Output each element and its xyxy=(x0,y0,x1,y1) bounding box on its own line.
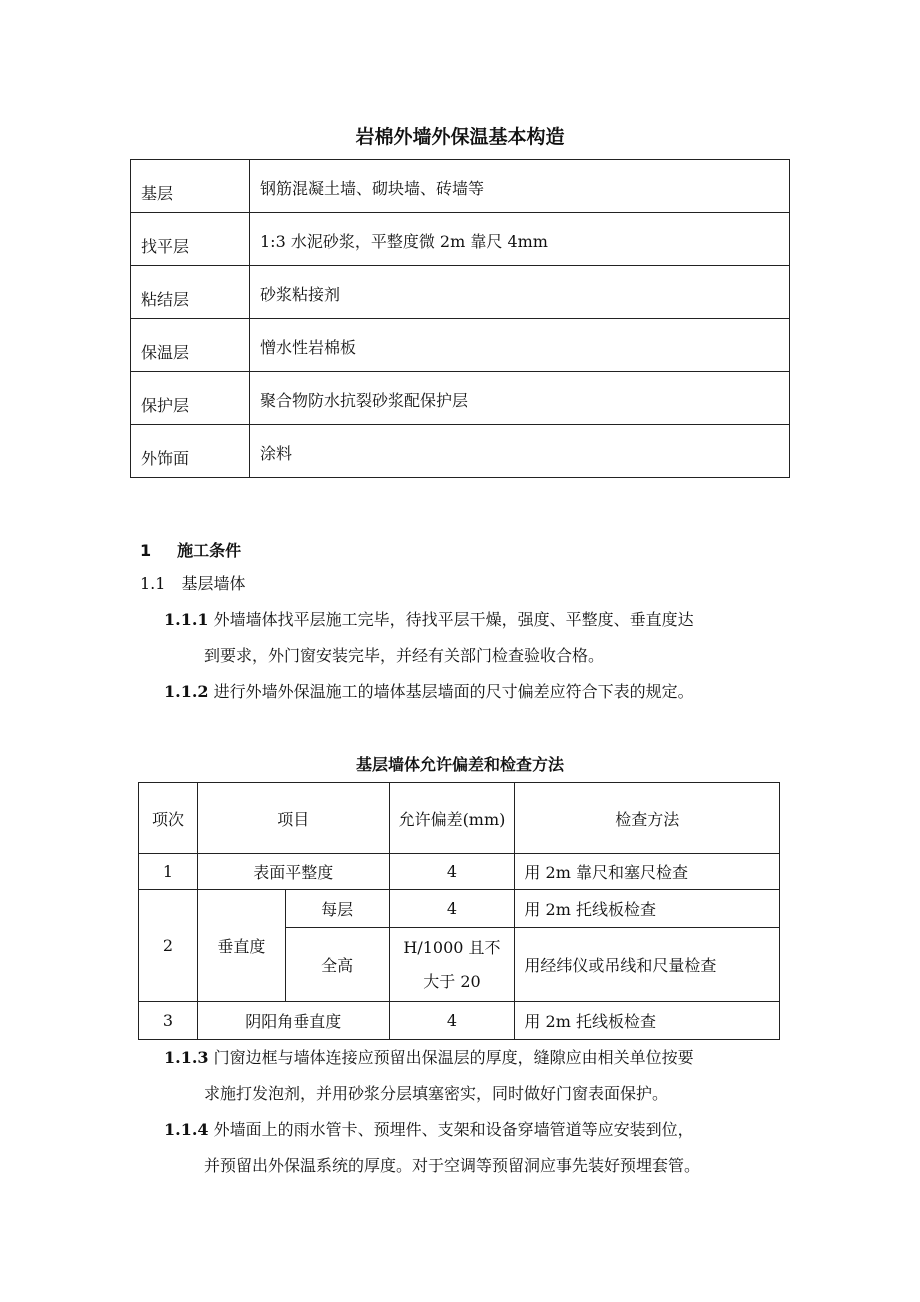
section-heading xyxy=(140,538,241,561)
paragraph-line: 门窗边框与墙体连接应预留出保温层的厚度，缝隙应由相关单位按要 xyxy=(213,1048,694,1067)
paragraph-1-1-4 xyxy=(164,1112,784,1184)
row-subitem: 全高 xyxy=(285,928,389,1002)
clause-number: 1.1.4 xyxy=(164,1120,209,1139)
header-item: 项目 xyxy=(197,783,389,854)
subsection-title: 基层墙体 xyxy=(181,574,246,593)
table-header-row xyxy=(139,783,780,854)
layer-name: 保护层 xyxy=(131,372,250,425)
paragraph-line: 外墙墙体找平层施工完毕，待找平层干燥，强度、平整度、垂直度达 xyxy=(213,610,694,629)
clause-number: 1.1.1 xyxy=(164,610,209,629)
row-method: 用 2m 托线板检查 xyxy=(515,1002,780,1040)
row-tolerance xyxy=(389,928,515,1002)
row-subitem: 每层 xyxy=(285,890,389,928)
layer-content: 憎水性岩棉板 xyxy=(250,319,790,372)
row-no: 1 xyxy=(139,854,198,890)
table-row xyxy=(131,266,790,319)
row-method: 用 2m 靠尺和塞尺检查 xyxy=(515,854,780,890)
layer-name: 粘结层 xyxy=(131,266,250,319)
header-method: 检查方法 xyxy=(515,783,780,854)
table-row xyxy=(131,425,790,478)
layer-content: 聚合物防水抗裂砂浆配保护层 xyxy=(250,372,790,425)
layer-content: 1:3 水泥砂浆，平整度微 2m 靠尺 4mm xyxy=(250,213,790,266)
paragraph-1-1-3 xyxy=(164,1040,784,1112)
paragraph-line: 到要求，外门窗安装完毕，并经有关部门检查验收合格。 xyxy=(204,646,605,665)
document-title: 岩棉外墙外保温基本构造 xyxy=(355,126,565,148)
table-row xyxy=(131,372,790,425)
section-number: 1 xyxy=(140,541,152,560)
row-item: 阴阳角垂直度 xyxy=(197,1002,389,1040)
paragraph-line: 并预留出外保温系统的厚度。对于空调等预留洞应事先装好预埋套管。 xyxy=(204,1156,701,1175)
layer-name: 外饰面 xyxy=(131,425,250,478)
clause-number: 1.1.2 xyxy=(164,682,209,701)
table-row xyxy=(131,319,790,372)
row-tolerance: 4 xyxy=(389,1002,515,1040)
subsection-heading xyxy=(140,566,245,602)
tolerance-line: H/1000 且不 xyxy=(403,937,501,957)
row-item: 表面平整度 xyxy=(197,854,389,890)
layer-content: 涂料 xyxy=(250,425,790,478)
paragraph-1-1-1 xyxy=(164,602,784,674)
layer-name: 基层 xyxy=(131,160,250,213)
row-method: 用经纬仪或吊线和尺量检查 xyxy=(515,928,780,1002)
clause-number: 1.1.3 xyxy=(164,1048,209,1067)
row-no: 3 xyxy=(139,1002,198,1040)
row-tolerance: 4 xyxy=(389,854,515,890)
structure-table xyxy=(130,159,790,478)
row-item: 垂直度 xyxy=(197,890,285,1002)
paragraph-line: 外墙面上的雨水管卡、预埋件、支架和设备穿墙管道等应安装到位， xyxy=(213,1120,694,1139)
paragraph-line: 求施打发泡剂，并用砂浆分层填塞密实，同时做好门窗表面保护。 xyxy=(204,1084,669,1103)
tolerance-line: 大于 20 xyxy=(423,971,481,991)
header-tolerance: 允许偏差(mm) xyxy=(389,783,515,854)
table-row xyxy=(139,890,780,928)
paragraph-1-1-2 xyxy=(164,674,784,710)
subsection-number: 1.1 xyxy=(140,574,166,593)
row-method: 用 2m 托线板检查 xyxy=(515,890,780,928)
row-no: 2 xyxy=(139,890,198,1002)
table-title: 基层墙体允许偏差和检查方法 xyxy=(355,755,564,774)
table-row xyxy=(139,854,780,890)
tolerance-table xyxy=(138,782,780,1040)
row-tolerance: 4 xyxy=(389,890,515,928)
layer-content: 砂浆粘接剂 xyxy=(250,266,790,319)
layer-name: 找平层 xyxy=(131,213,250,266)
layer-name: 保温层 xyxy=(131,319,250,372)
header-no: 项次 xyxy=(139,783,198,854)
table-row xyxy=(131,160,790,213)
paragraph-line: 进行外墙外保温施工的墙体基层墙面的尺寸偏差应符合下表的规定。 xyxy=(213,682,694,701)
table-row xyxy=(139,1002,780,1040)
section-title: 施工条件 xyxy=(177,541,242,560)
layer-content: 钢筋混凝土墙、砌块墙、砖墙等 xyxy=(250,160,790,213)
table-row xyxy=(131,213,790,266)
